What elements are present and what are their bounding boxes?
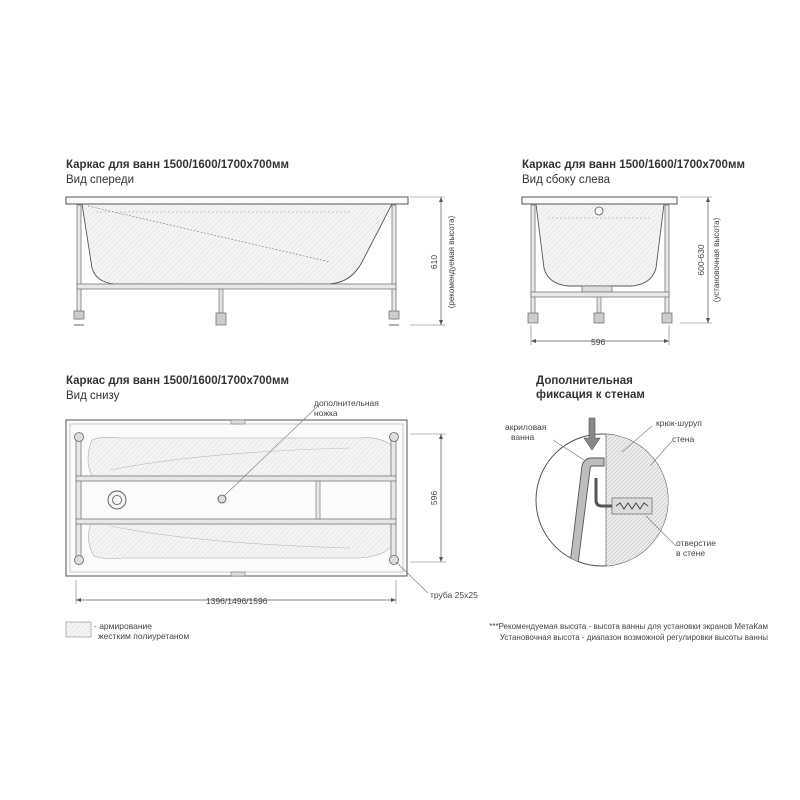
note-line-1: ***Рекомендуемая высота - высота ванны для установки экранов МетаКам — [489, 622, 768, 631]
side-view-subtitle: Вид сбоку слева — [522, 174, 611, 186]
bottom-rail-top — [76, 476, 396, 481]
legend-line-2: жестким полиуретаном — [98, 631, 190, 641]
bottom-reinforcement-lower — [88, 520, 392, 559]
bottom-foot-3 — [75, 556, 84, 565]
bottom-view-subtitle: Вид снизу — [66, 390, 120, 402]
bottom-rail-right — [391, 434, 396, 562]
extra-leg-label-2: ножка — [314, 408, 338, 418]
front-bath-rim — [66, 197, 408, 204]
bottom-foot-1 — [75, 433, 84, 442]
hook-label: крюк-шуруп — [656, 418, 702, 428]
bottom-view-title: Каркас для ванн 1500/1600/1700х700мм — [66, 375, 289, 387]
side-frame-rail — [531, 292, 669, 297]
bottom-reinforcement-upper — [88, 437, 392, 476]
legend-line-1: - армирование — [94, 621, 153, 631]
hole-label-1: отверстие — [676, 538, 716, 548]
front-height-note: (рекомендуемая высота) — [447, 215, 456, 309]
front-foot-3 — [216, 313, 226, 325]
side-view — [522, 197, 712, 345]
side-foot-3 — [662, 313, 672, 323]
acrylic-label-1: акриловая — [505, 422, 547, 432]
side-bath-rim — [522, 197, 677, 204]
side-leg-left — [531, 205, 535, 321]
side-view-title: Каркас для ванн 1500/1600/1700х700мм — [522, 159, 745, 171]
overflow-icon — [595, 207, 603, 215]
front-view-title: Каркас для ванн 1500/1600/1700х700мм — [66, 159, 289, 171]
side-foot-2 — [594, 313, 604, 323]
front-foot-1 — [74, 311, 84, 319]
wall-label: стена — [672, 434, 695, 444]
length-dim-label: 1396/1496/1596 — [206, 596, 268, 606]
front-foot-2 — [219, 289, 223, 313]
front-leg-left — [77, 205, 81, 319]
side-height-dim: 600-630 — [696, 244, 706, 276]
front-bath-body — [82, 204, 392, 284]
bottom-foot-2 — [390, 433, 399, 442]
side-height-note: (установочная высота) — [712, 217, 721, 303]
pipe-label: труба 25х25 — [430, 590, 478, 600]
bottom-rail-bottom — [76, 519, 396, 524]
legend-swatch — [66, 622, 91, 637]
fixation-title-line-1: Дополнительная — [536, 375, 633, 387]
bottom-view — [66, 404, 446, 604]
side-foot-1 — [528, 313, 538, 323]
front-view — [66, 197, 445, 325]
side-bath-body — [536, 204, 664, 286]
side-leg-right — [665, 205, 669, 321]
front-height-dim: 610 — [429, 254, 439, 270]
front-frame-rail — [77, 284, 396, 289]
bottom-rail-left — [76, 434, 81, 562]
note-line-2: Установочная высота - диапазон возможной регулировки высоты ванны — [499, 633, 768, 642]
bottom-width-dim: 596 — [429, 490, 439, 506]
fixation-detail — [536, 418, 686, 580]
hole-label-2: в стене — [676, 548, 706, 558]
extra-leg-icon — [218, 495, 226, 503]
extra-leg-label-1: дополнительная — [314, 398, 379, 408]
front-foot-4 — [389, 311, 399, 319]
front-leg-right — [392, 205, 396, 319]
front-view-subtitle: Вид спереди — [66, 174, 135, 186]
acrylic-label-2: ванна — [511, 432, 535, 442]
fixation-title-line-2: фиксация к стенам — [536, 389, 645, 401]
side-width-dim-label: 596 — [591, 337, 606, 347]
